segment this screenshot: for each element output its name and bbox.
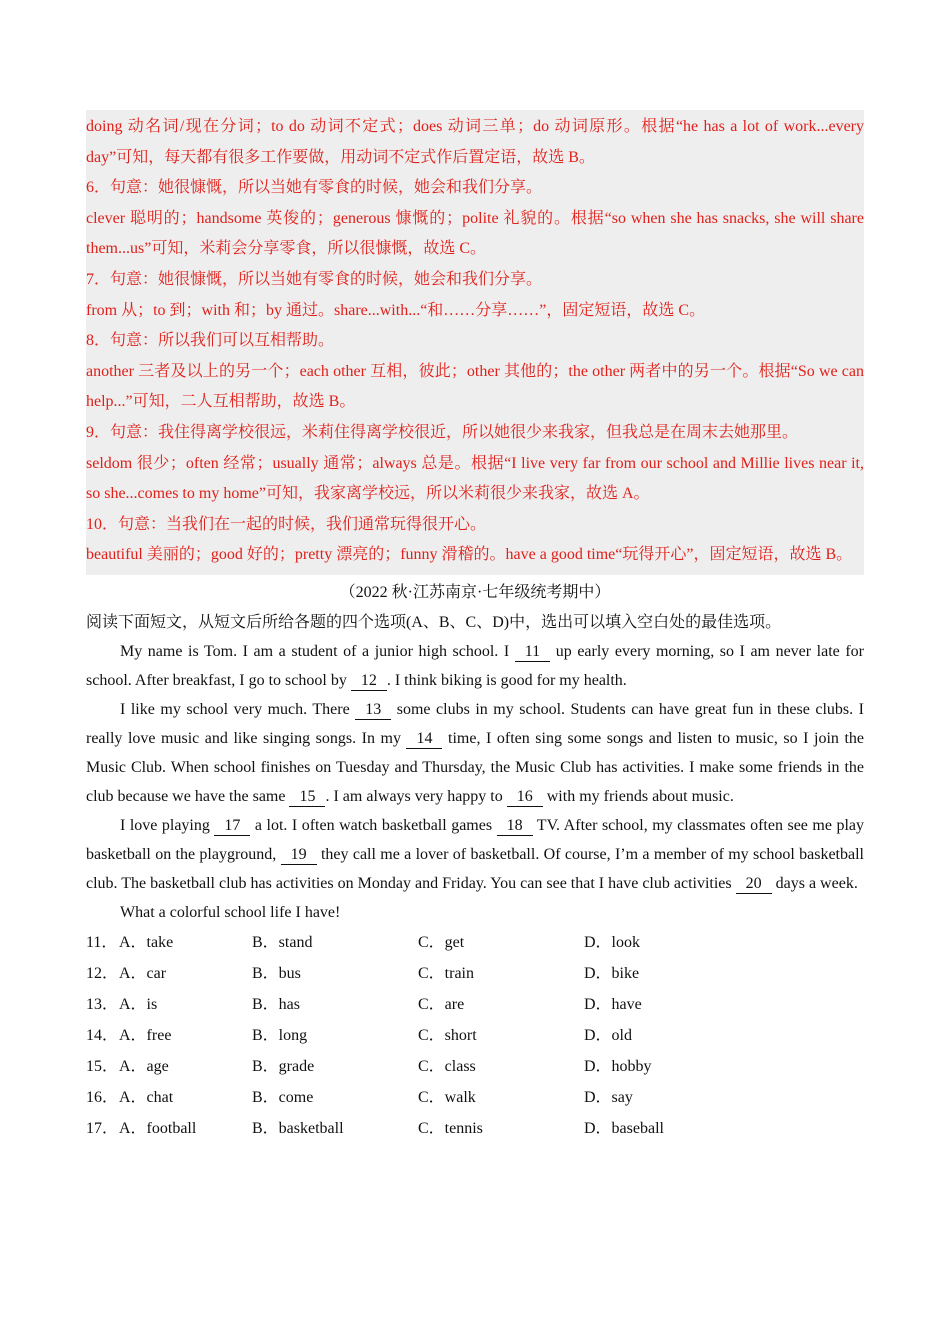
question-number: 12．: [86, 964, 119, 982]
blank-13: 13: [355, 701, 391, 720]
answer-line: 9．句意：我住得离学校很远，米莉住得离学校很近，所以她很少来我家，但我总是在周末去她那里。: [86, 423, 799, 441]
question-number: 11．: [86, 933, 118, 951]
option-b: B．has: [252, 995, 301, 1013]
passage-text: . I am always very happy to: [325, 787, 507, 805]
blank-17: 17: [214, 817, 250, 836]
option-d: D．have: [584, 995, 642, 1013]
answer-line: 7．句意：她很慷慨，所以当她有零食的时候，她会和我们分享。: [86, 270, 543, 288]
question-row: [86, 1051, 864, 1082]
option-c: C．tennis: [418, 1119, 483, 1137]
question-number: 15．: [86, 1057, 119, 1075]
option-b: B．grade: [252, 1057, 315, 1075]
passage-text: they call me a lover of basketball. Of course, I’m a member of my school basketball club. The basketball club has activities on Monday and Friday. You can see that I have club activities: [86, 845, 864, 892]
option-c: C．train: [418, 964, 474, 982]
option-a: A．car: [119, 964, 167, 982]
question-row: [86, 1020, 864, 1051]
option-a: A．chat: [119, 1088, 174, 1106]
passage-text: a lot. I often watch basketball games: [250, 816, 497, 834]
question-number: 14．: [86, 1026, 119, 1044]
option-b: B．long: [252, 1026, 308, 1044]
passage-paragraph-4: What a colorful school life I have!: [120, 903, 341, 921]
passage-text: My name is Tom. I am a student of a junior high school. I: [120, 642, 515, 660]
option-a: A．free: [119, 1026, 172, 1044]
question-number: 13．: [86, 995, 119, 1013]
option-c: C．walk: [418, 1088, 476, 1106]
question-row: [86, 989, 864, 1020]
question-list: [86, 927, 864, 1144]
blank-11: 11: [515, 643, 550, 662]
option-c: C．are: [418, 995, 465, 1013]
passage-paragraph-3: [86, 811, 864, 898]
option-d: D．bike: [584, 964, 640, 982]
option-a: A．age: [119, 1057, 169, 1075]
blank-15: 15: [289, 788, 325, 807]
passage-text: TV. After school, my classmates often see me play basketball on the playground,: [86, 816, 865, 863]
passage-text: with my friends about music.: [542, 787, 734, 805]
answer-line: from 从；to 到；with 和；by 通过。share...with...“和……分享……”，固定短语，故选 C。: [86, 301, 706, 319]
blank-18: 18: [497, 817, 533, 836]
answer-explanation-box: [86, 110, 864, 575]
option-d: D．say: [584, 1088, 633, 1106]
blank-20: 20: [736, 875, 772, 894]
answer-line: clever 聪明的；handsome 英俊的；generous 慷慨的；polite 礼貌的。根据“so when she has snacks, she will share them...us”可知，米莉会分享零食，所以很慷慨，故选 C。: [86, 209, 864, 258]
question-row: [86, 958, 864, 989]
answer-line: 8．句意：所以我们可以互相帮助。: [86, 332, 335, 350]
option-a: A．is: [119, 995, 158, 1013]
answer-line: doing 动名词/现在分词；to do 动词不定式；does 动词三单；do 动词原形。根据“he has a lot of work...every day”可知，每天都有很多工作要做，用动词不定式作后置定语，故选 B。: [86, 118, 864, 166]
question-row: [86, 927, 864, 958]
passage-text: days a week.: [771, 874, 858, 892]
option-b: B．basketball: [252, 1119, 344, 1137]
option-b: B．stand: [252, 933, 313, 951]
passage-text: some clubs in my school. Students can have great fun in these clubs. I really love music and like singing songs. In my: [86, 700, 864, 747]
option-b: B．bus: [252, 964, 301, 982]
question-row: [86, 1113, 864, 1144]
exam-source: （2022 秋·江苏南京·七年级统考期中）: [339, 583, 611, 601]
document-page: [86, 110, 864, 1144]
answer-line: beautiful 美丽的；good 好的；pretty 漂亮的；funny 滑稽的。have a good time“玩得开心”，固定短语，故选 B。: [86, 546, 853, 564]
question-number: 17．: [86, 1119, 119, 1137]
answer-line: seldom 很少；often 经常；usually 通常；always 总是。根据“I live very far from our school and Millie lives near it, so she...comes to my home”可知，我家离学校远，所以米莉很少来我家，故选 A。: [86, 454, 864, 503]
passage-text: I love playing: [120, 816, 215, 834]
option-d: D．look: [584, 933, 641, 951]
option-a: A．football: [119, 1119, 197, 1137]
answer-line: 10．句意：当我们在一起的时候，我们通常玩得很开心。: [86, 515, 487, 533]
option-c: C．get: [418, 933, 465, 951]
passage-text: up early every morning, so I am never late for school. After breakfast, I go to school by: [86, 642, 865, 689]
answer-line: another 三者及以上的另一个；each other 互相，彼此；other 其他的；the other 两者中的另一个。根据“So we can help...”可知，二人互相帮助，故选 B。: [86, 362, 864, 411]
question-row: [86, 1082, 864, 1113]
passage-text: time, I often sing some songs and listen to music, so I join the Music Club. When school finishes on Tuesday and Thursday, the Music Club has activities. I make some friends in the club because we have the same: [86, 729, 864, 805]
passage-text: I like my school very much. There: [120, 700, 356, 718]
blank-16: 16: [507, 788, 543, 807]
passage-paragraph-2: [86, 695, 864, 811]
option-a: A．take: [119, 933, 174, 951]
option-c: C．class: [418, 1057, 476, 1075]
option-b: B．come: [252, 1088, 314, 1106]
answer-line: 6．句意：她很慷慨，所以当她有零食的时候，她会和我们分享。: [86, 179, 543, 197]
passage-paragraph-1: [86, 637, 864, 695]
option-c: C．short: [418, 1026, 477, 1044]
question-number: 16．: [86, 1088, 119, 1106]
option-d: D．old: [584, 1026, 633, 1044]
passage-text: . I think biking is good for my health.: [386, 671, 627, 689]
blank-14: 14: [406, 730, 442, 749]
option-d: D．hobby: [584, 1057, 652, 1075]
blank-19: 19: [281, 846, 317, 865]
instruction: 阅读下面短文，从短文后所给各题的四个选项(A、B、C、D)中，选出可以填入空白处的最佳选项。: [86, 613, 782, 631]
blank-12: 12: [351, 672, 387, 691]
option-d: D．baseball: [584, 1119, 664, 1137]
